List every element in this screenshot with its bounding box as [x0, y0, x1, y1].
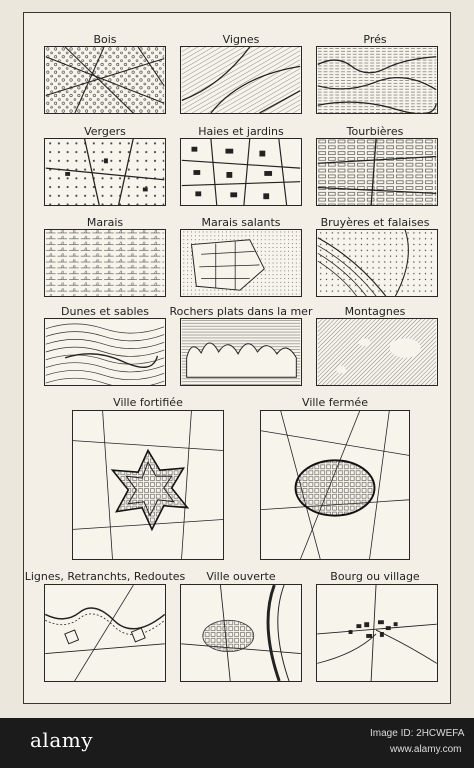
label-vignes: Vignes	[222, 33, 260, 46]
swatch-lignes-retranchements	[44, 584, 166, 682]
swatch-vergers	[44, 138, 166, 206]
swatch-ville-fortifiee	[72, 410, 224, 560]
swatch-tourbieres	[316, 138, 438, 206]
swatch-ville-ouverte	[180, 584, 302, 682]
swatch-bois	[44, 46, 166, 114]
swatch-bruyeres-falaises	[316, 229, 438, 297]
label-marais-salants: Marais salants	[201, 216, 281, 229]
swatch-montagnes	[316, 318, 438, 386]
swatch-dunes-sables	[44, 318, 166, 386]
label-bruyeres: Bruyères et falaises	[320, 216, 430, 229]
label-haies: Haies et jardins	[198, 125, 284, 138]
image-id-label: Image ID: 2HCWEFA	[370, 728, 465, 739]
label-ville-ouverte: Ville ouverte	[206, 570, 276, 583]
label-ville-fortifiee: Ville fortifiée	[113, 396, 183, 409]
label-vergers: Vergers	[84, 125, 126, 138]
alamy-logo: alamy	[30, 728, 94, 752]
swatch-haies-jardins	[180, 138, 302, 206]
label-bourg: Bourg ou village	[330, 570, 420, 583]
label-pres: Prés	[363, 33, 387, 46]
label-lignes: Lignes, Retranchts, Redoutes	[24, 570, 186, 583]
label-bois: Bois	[93, 33, 117, 46]
label-ville-fermee: Ville fermée	[302, 396, 368, 409]
label-tourbieres: Tourbières	[346, 125, 404, 138]
swatch-rochers-plats	[180, 318, 302, 386]
label-marais: Marais	[86, 216, 124, 229]
swatch-marais-salants	[180, 229, 302, 297]
label-montagnes: Montagnes	[344, 305, 406, 318]
alamy-url: www.alamy.com	[390, 744, 462, 755]
swatch-ville-fermee	[260, 410, 410, 560]
swatch-vignes	[180, 46, 302, 114]
swatch-pres	[316, 46, 438, 114]
label-dunes: Dunes et sables	[61, 305, 149, 318]
label-rochers: Rochers plats dans la mer	[169, 305, 313, 318]
swatch-marais	[44, 229, 166, 297]
swatch-bourg-village	[316, 584, 438, 682]
